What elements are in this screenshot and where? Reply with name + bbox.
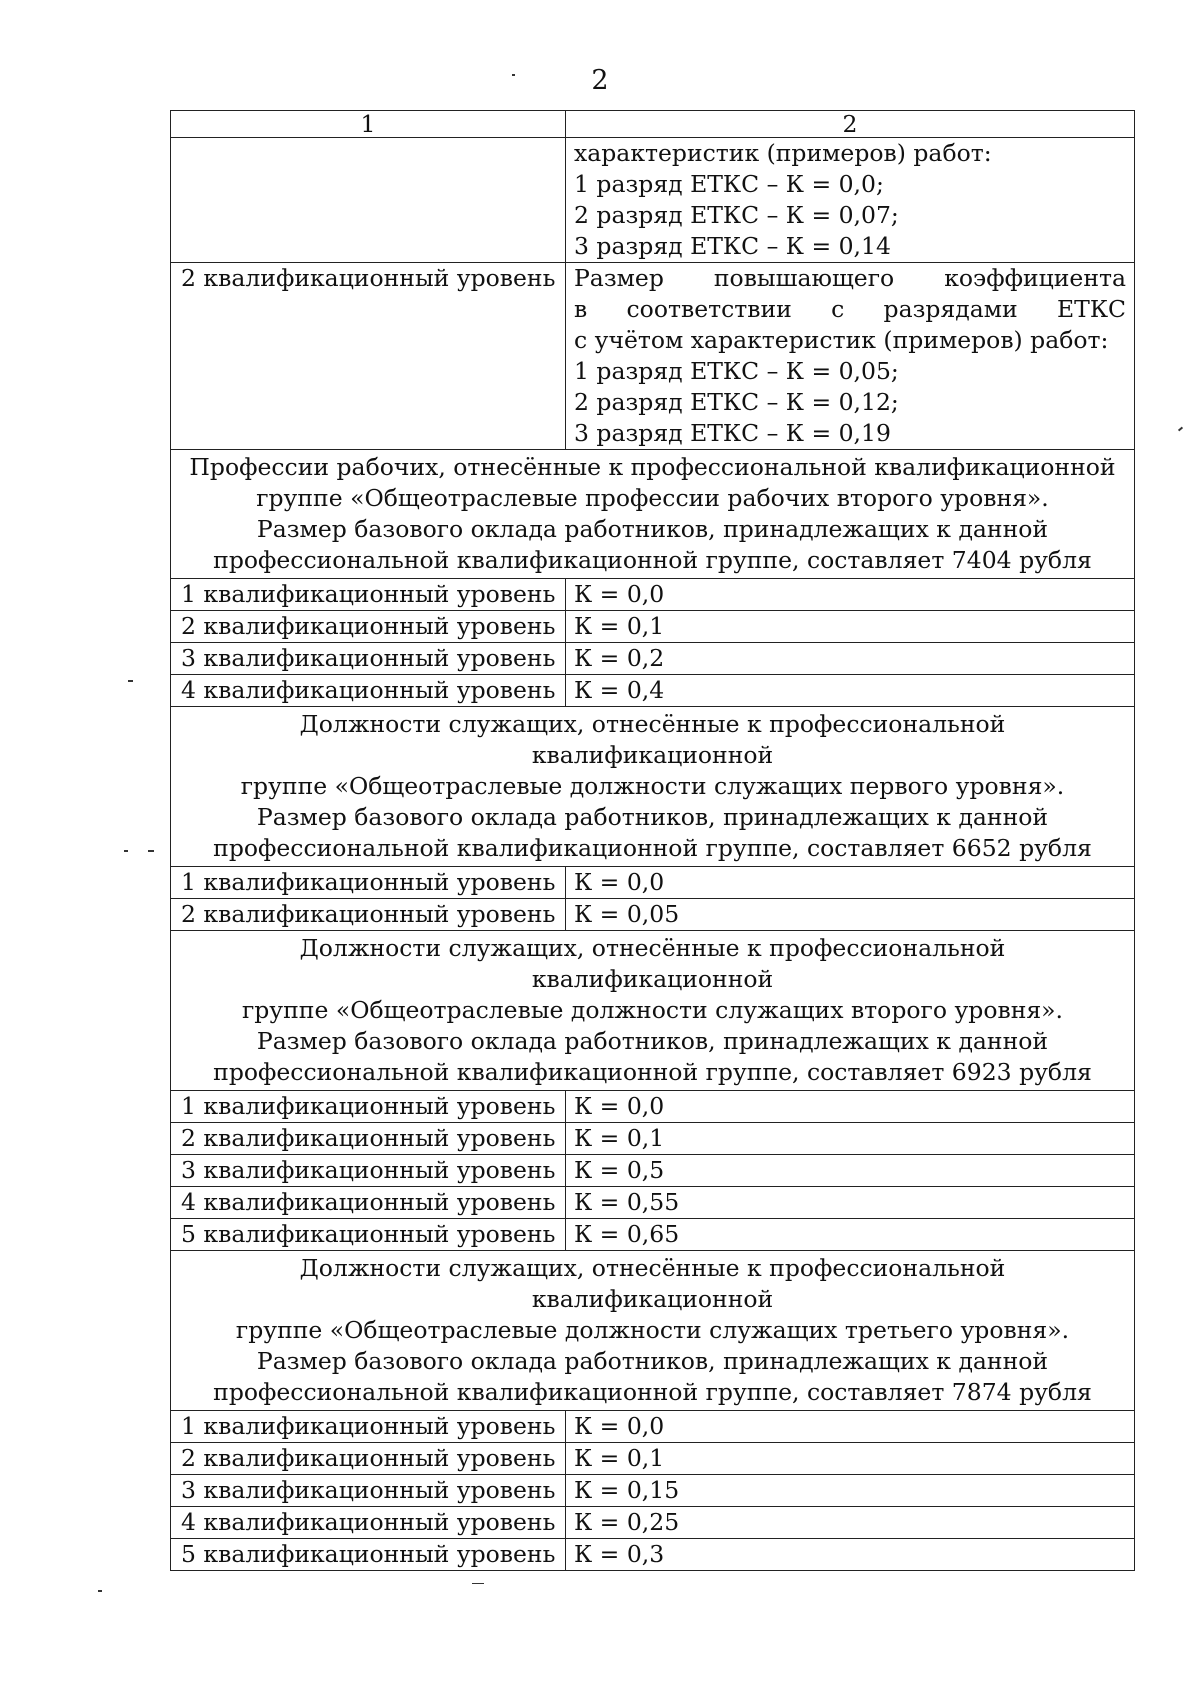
coefficient-value: К = 0,0 bbox=[566, 1091, 1135, 1123]
group-heading bbox=[171, 450, 1135, 579]
group-heading bbox=[171, 707, 1135, 867]
empty-level-cell bbox=[171, 138, 566, 263]
scan-speck bbox=[124, 850, 128, 852]
group-heading-line: профессиональной квалификационной группе, составляет 6923 рубля bbox=[213, 1058, 1092, 1086]
coefficient-value: К = 0,0 bbox=[566, 867, 1135, 899]
coefficient-value: К = 0,0 bbox=[566, 579, 1135, 611]
coefficient-value: К = 0,5 bbox=[566, 1155, 1135, 1187]
level-row bbox=[171, 1539, 1135, 1571]
coefficient-description bbox=[566, 263, 1135, 450]
qualification-level: 4 квалификационный уровень bbox=[171, 1507, 566, 1539]
scan-speck bbox=[128, 680, 133, 682]
qualification-level: 2 квалификационный уровень bbox=[171, 1443, 566, 1475]
group-heading-line: Размер базового оклада работников, принадлежащих к данной bbox=[256, 1027, 1049, 1055]
description-line: Размер повышающего коэффициента bbox=[574, 264, 1126, 292]
coefficient-value: К = 0,3 bbox=[566, 1539, 1135, 1571]
description-line: с учётом характеристик (примеров) работ: bbox=[574, 326, 1109, 354]
group-heading bbox=[171, 1251, 1135, 1411]
qualification-level: 3 квалификационный уровень bbox=[171, 643, 566, 675]
coefficient-value: К = 0,2 bbox=[566, 643, 1135, 675]
group-heading-line: профессиональной квалификационной группе, составляет 7404 рубля bbox=[213, 546, 1092, 574]
qualification-level: 2 квалификационный уровень bbox=[171, 899, 566, 931]
scan-speck bbox=[148, 850, 154, 852]
group-heading-line: Размер базового оклада работников, принадлежащих к данной bbox=[256, 515, 1049, 543]
qualification-level: 3 квалификационный уровень bbox=[171, 1155, 566, 1187]
grade-coefficient: 1 разряд ЕТКС – К = 0,0; bbox=[574, 170, 884, 198]
description-line: характеристик (примеров) работ: bbox=[574, 139, 992, 167]
group-heading-line: Должности служащих, отнесённые к профессиональной квалификационной bbox=[299, 1254, 1006, 1313]
group-heading-row bbox=[171, 450, 1135, 579]
group-heading-line: Должности служащих, отнесённые к профессиональной квалификационной bbox=[299, 934, 1006, 993]
level-row bbox=[171, 611, 1135, 643]
group-heading-line: группе «Общеотраслевые должности служащих третьего уровня». bbox=[235, 1316, 1070, 1344]
qualification-level: 5 квалификационный уровень bbox=[171, 1219, 566, 1251]
qualification-level: 1 квалификационный уровень bbox=[171, 1091, 566, 1123]
group-heading bbox=[171, 931, 1135, 1091]
qualification-level: 4 квалификационный уровень bbox=[171, 1187, 566, 1219]
group-heading-line: группе «Общеотраслевые должности служащих второго уровня». bbox=[241, 996, 1064, 1024]
coefficient-value: К = 0,25 bbox=[566, 1507, 1135, 1539]
scan-speck bbox=[472, 1583, 484, 1584]
qualification-level: 2 квалификационный уровень bbox=[171, 263, 566, 450]
qualification-level: 4 квалификационный уровень bbox=[171, 675, 566, 707]
level-row bbox=[171, 1187, 1135, 1219]
coefficient-value: К = 0,4 bbox=[566, 675, 1135, 707]
grade-coefficient: 3 разряд ЕТКС – К = 0,14 bbox=[574, 232, 891, 260]
level-row bbox=[171, 1155, 1135, 1187]
group-heading-line: Размер базового оклада работников, принадлежащих к данной bbox=[256, 1347, 1049, 1375]
level-row bbox=[171, 1123, 1135, 1155]
level-row bbox=[171, 867, 1135, 899]
scan-speck bbox=[512, 74, 515, 76]
group-heading-row bbox=[171, 707, 1135, 867]
group-heading-line: профессиональной квалификационной группе, составляет 7874 рубля bbox=[213, 1378, 1092, 1406]
qualification-level: 1 квалификационный уровень bbox=[171, 867, 566, 899]
level-row bbox=[171, 1443, 1135, 1475]
group-heading-row bbox=[171, 1251, 1135, 1411]
level-row bbox=[171, 1091, 1135, 1123]
level-row bbox=[171, 1475, 1135, 1507]
qualification-level: 2 квалификационный уровень bbox=[171, 611, 566, 643]
group-heading-row bbox=[171, 931, 1135, 1091]
coefficient-value: К = 0,65 bbox=[566, 1219, 1135, 1251]
column-header-row bbox=[171, 111, 1135, 138]
column-header-1: 1 bbox=[171, 111, 566, 138]
level-row bbox=[171, 675, 1135, 707]
grade-coefficient: 3 разряд ЕТКС – К = 0,19 bbox=[574, 419, 891, 447]
qualification-level: 1 квалификационный уровень bbox=[171, 1411, 566, 1443]
level-row bbox=[171, 1507, 1135, 1539]
grade-coefficient: 1 разряд ЕТКС – К = 0,05; bbox=[574, 357, 899, 385]
coefficient-value: К = 0,1 bbox=[566, 611, 1135, 643]
level-row bbox=[171, 1411, 1135, 1443]
qualification-level: 3 квалификационный уровень bbox=[171, 1475, 566, 1507]
coefficient-value: К = 0,05 bbox=[566, 899, 1135, 931]
group-heading-line: группе «Общеотраслевые должности служащих первого уровня». bbox=[240, 772, 1065, 800]
page-number: 2 bbox=[591, 65, 609, 96]
coefficient-value: К = 0,1 bbox=[566, 1123, 1135, 1155]
description-line: в соответствии с разрядами ЕТКС bbox=[574, 295, 1126, 323]
continuation-row bbox=[171, 138, 1135, 263]
group-heading-line: Профессии рабочих, отнесённые к профессиональной квалификационной bbox=[189, 453, 1116, 481]
coefficient-value: К = 0,55 bbox=[566, 1187, 1135, 1219]
group-heading-line: профессиональной квалификационной группе, составляет 6652 рубля bbox=[213, 834, 1092, 862]
level-row bbox=[171, 643, 1135, 675]
coefficient-description bbox=[566, 138, 1135, 263]
table-body bbox=[171, 111, 1135, 1571]
coefficient-value: К = 0,15 bbox=[566, 1475, 1135, 1507]
grade-coefficient: 2 разряд ЕТКС – К = 0,07; bbox=[574, 201, 899, 229]
level-row bbox=[171, 263, 1135, 450]
level-row bbox=[171, 579, 1135, 611]
scan-speck bbox=[1178, 427, 1183, 432]
column-header-2: 2 bbox=[566, 111, 1135, 138]
group-heading-line: Должности служащих, отнесённые к профессиональной квалификационной bbox=[299, 710, 1006, 769]
grade-coefficient: 2 разряд ЕТКС – К = 0,12; bbox=[574, 388, 899, 416]
level-row bbox=[171, 1219, 1135, 1251]
level-row bbox=[171, 899, 1135, 931]
group-heading-line: Размер базового оклада работников, принадлежащих к данной bbox=[256, 803, 1049, 831]
scan-speck bbox=[98, 1590, 102, 1592]
coefficient-value: К = 0,0 bbox=[566, 1411, 1135, 1443]
group-heading-line: группе «Общеотраслевые профессии рабочих второго уровня». bbox=[256, 484, 1049, 512]
coefficient-value: К = 0,1 bbox=[566, 1443, 1135, 1475]
qualification-level: 2 квалификационный уровень bbox=[171, 1123, 566, 1155]
qualification-level: 1 квалификационный уровень bbox=[171, 579, 566, 611]
qualification-table bbox=[170, 110, 1135, 1571]
qualification-level: 5 квалификационный уровень bbox=[171, 1539, 566, 1571]
